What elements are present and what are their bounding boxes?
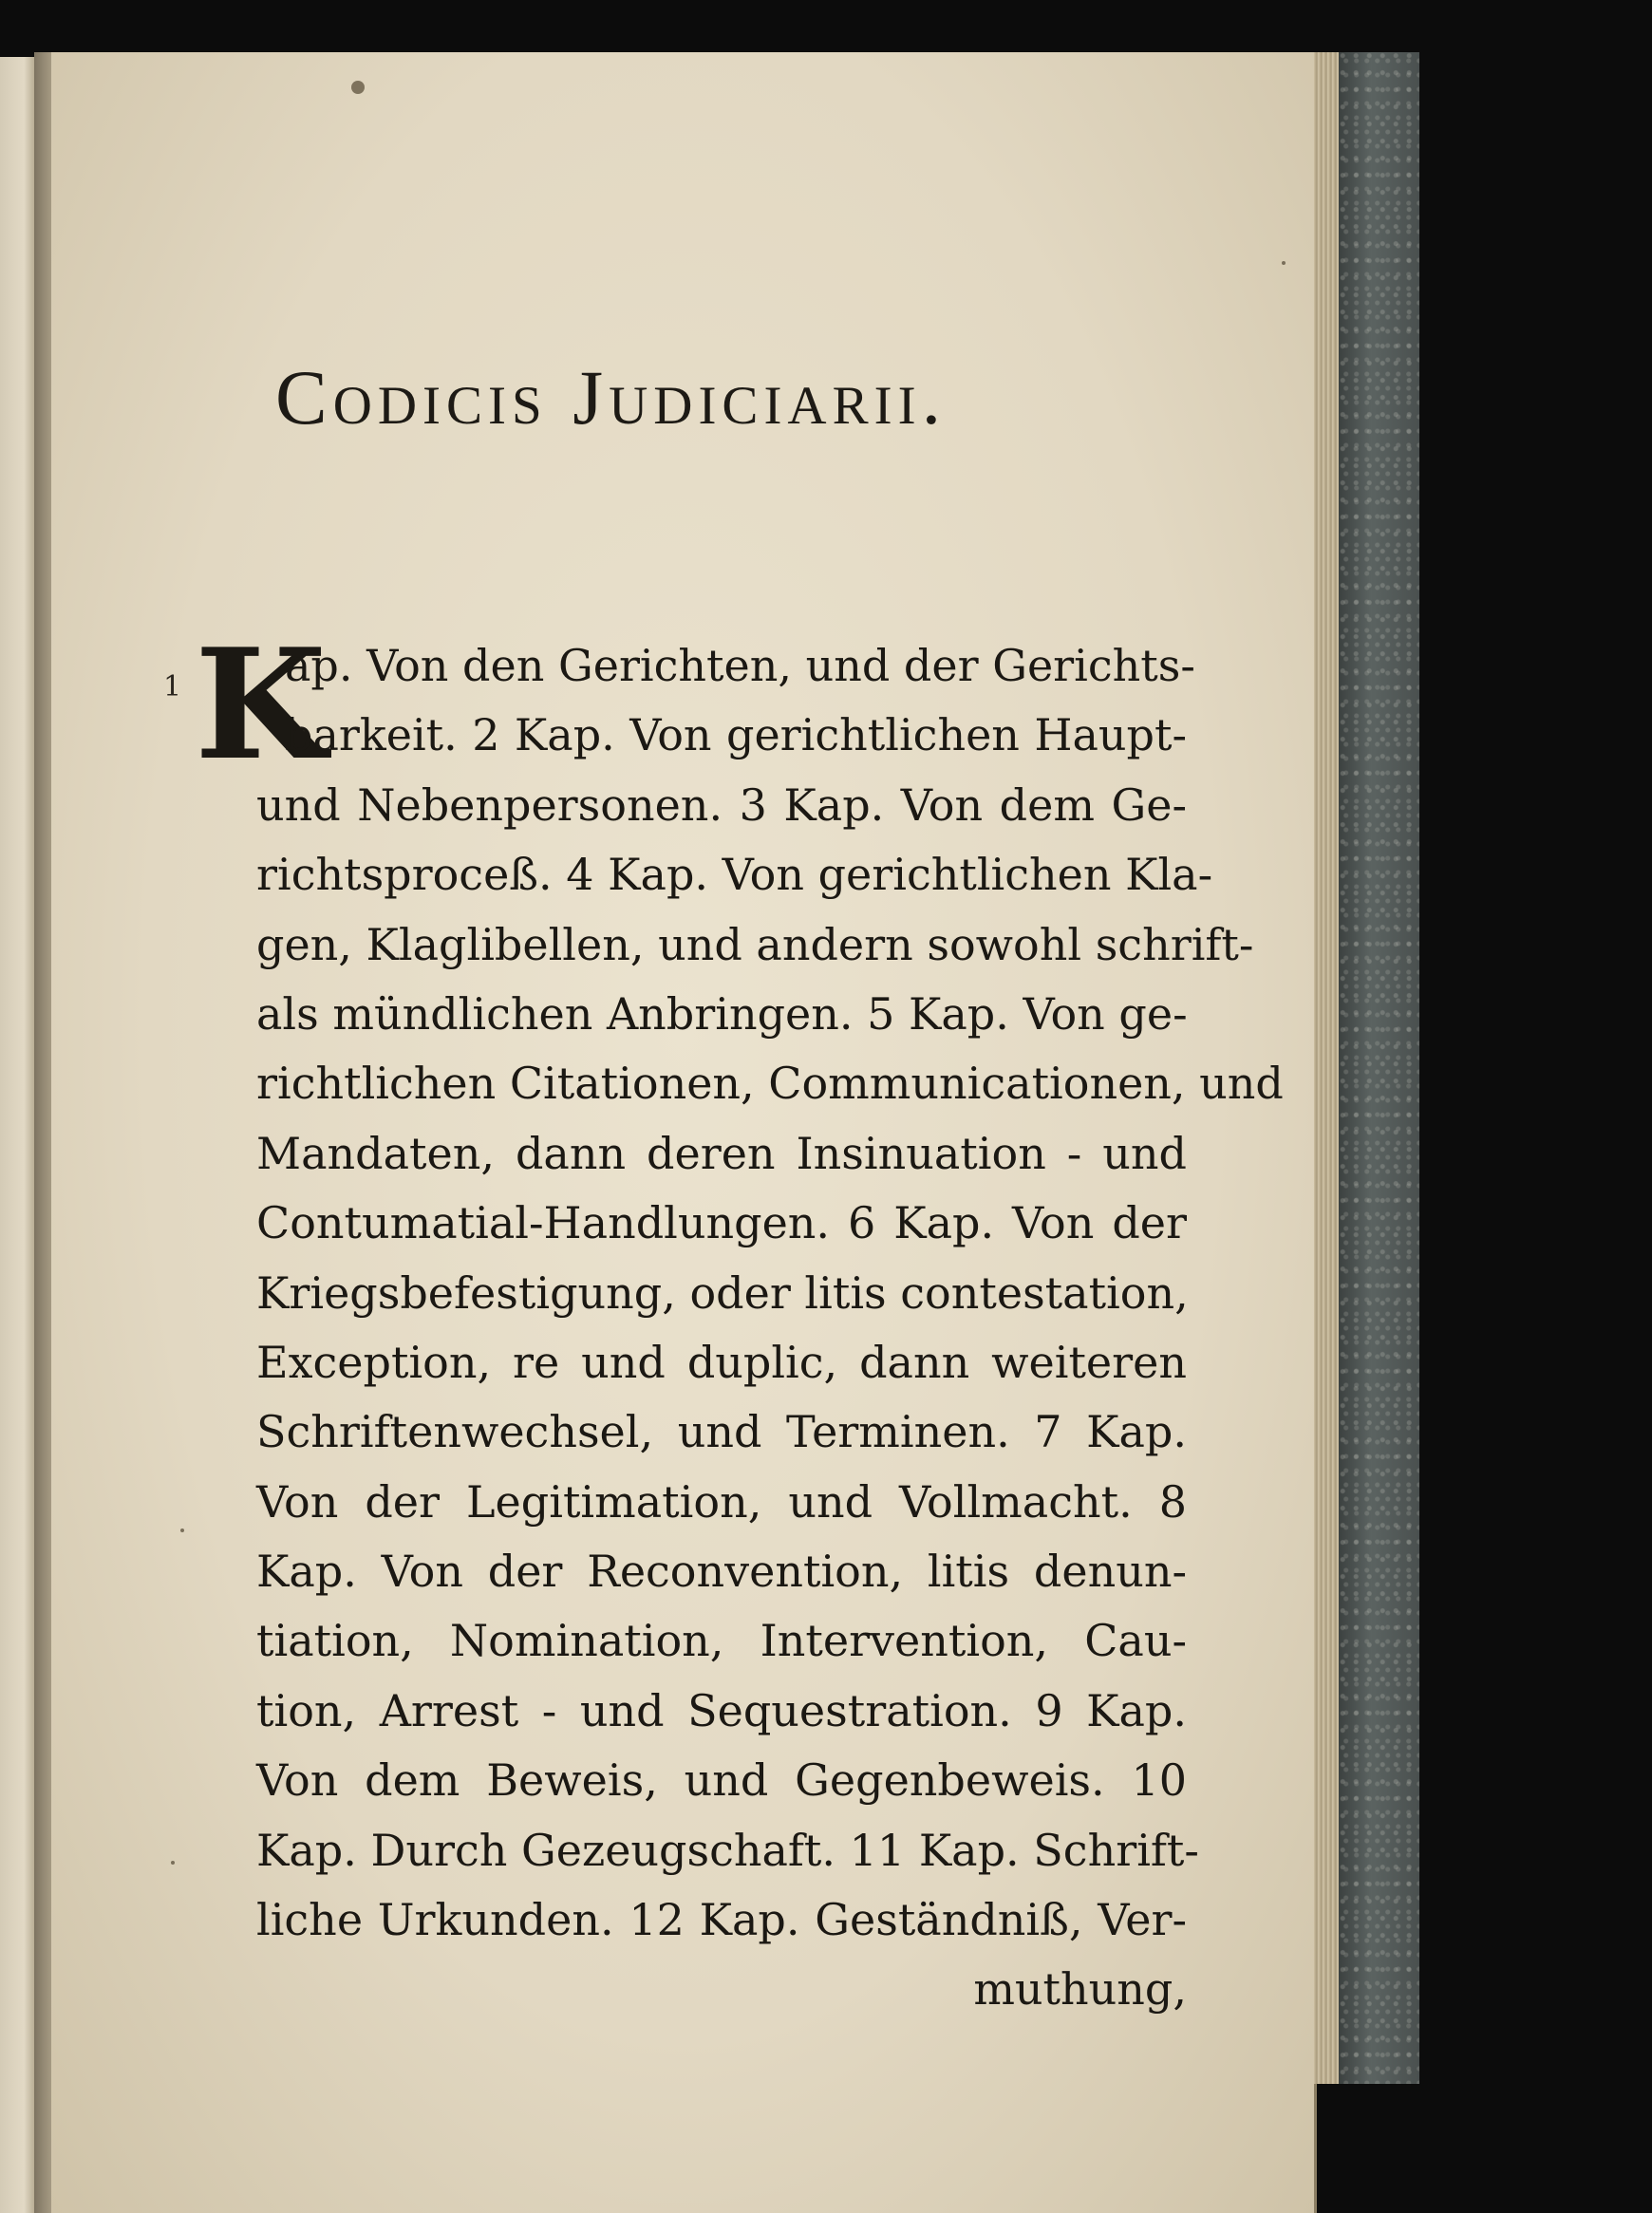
book-gutter xyxy=(34,52,51,2213)
text-line: tiation, Nomination, Intervention, Cau- xyxy=(256,1615,1187,1667)
ink-spot xyxy=(351,81,365,94)
page-edges xyxy=(1314,52,1339,2084)
catchword: muthung, xyxy=(973,1963,1187,2016)
text-line: liche Urkunden. 12 Kap. Geständniß, Ver- xyxy=(256,1894,1187,1946)
chapter-list-paragraph xyxy=(256,631,1284,2025)
left-page-edge xyxy=(0,57,34,2213)
book-cover-edge xyxy=(1339,52,1419,2084)
text-line: Schriftenwechsel, und Terminen. 7 Kap. xyxy=(256,1406,1187,1458)
text-line: richtsproceß. 4 Kap. Von gerichtlichen Kla- xyxy=(256,849,1213,901)
text-line: als mündlichen Anbringen. 5 Kap. Von ge- xyxy=(256,987,1188,1040)
text-line: und Nebenpersonen. 3 Kap. Von dem Ge- xyxy=(256,778,1187,831)
text-line: Von dem Beweis, und Gegenbeweis. 10 xyxy=(256,1754,1187,1807)
text-line: Exception, re und duplic, dann weiteren xyxy=(256,1336,1187,1388)
cover-marbling xyxy=(1339,52,1419,2084)
text-line: richtlichen Citationen, Communicationen, und xyxy=(256,1058,1284,1110)
margin-speck xyxy=(1282,261,1286,265)
margin-speck xyxy=(171,1861,175,1865)
text-line: Kap. Durch Gezeugschaft. 11 Kap. Schrift- xyxy=(256,1824,1199,1876)
text-line: Kap. Von der Reconvention, litis denun- xyxy=(256,1546,1187,1598)
margin-speck xyxy=(180,1528,184,1532)
text-line: ap. Von den Gerichten, und der Gerichts- xyxy=(285,640,1195,691)
page-heading: Codicis Judiciarii. xyxy=(275,354,948,441)
text-line: barkeit. 2 Kap. Von gerichtlichen Haupt- xyxy=(285,709,1187,761)
text-line: Mandaten, dann deren Insinuation - und xyxy=(256,1127,1187,1179)
text-line: Von der Legitimation, und Vollmacht. 8 xyxy=(256,1475,1187,1528)
margin-mark: 1 xyxy=(163,670,182,703)
text-line: Contumatial-Handlungen. 6 Kap. Von der xyxy=(256,1197,1187,1249)
text-line: Kriegsbefestigung, oder litis contestation, xyxy=(256,1266,1189,1319)
text-line: tion, Arrest - und Sequestration. 9 Kap. xyxy=(256,1684,1187,1736)
text-line: gen, Klaglibellen, und andern sowohl schrift- xyxy=(256,918,1254,970)
drop-capital: K xyxy=(195,615,328,794)
